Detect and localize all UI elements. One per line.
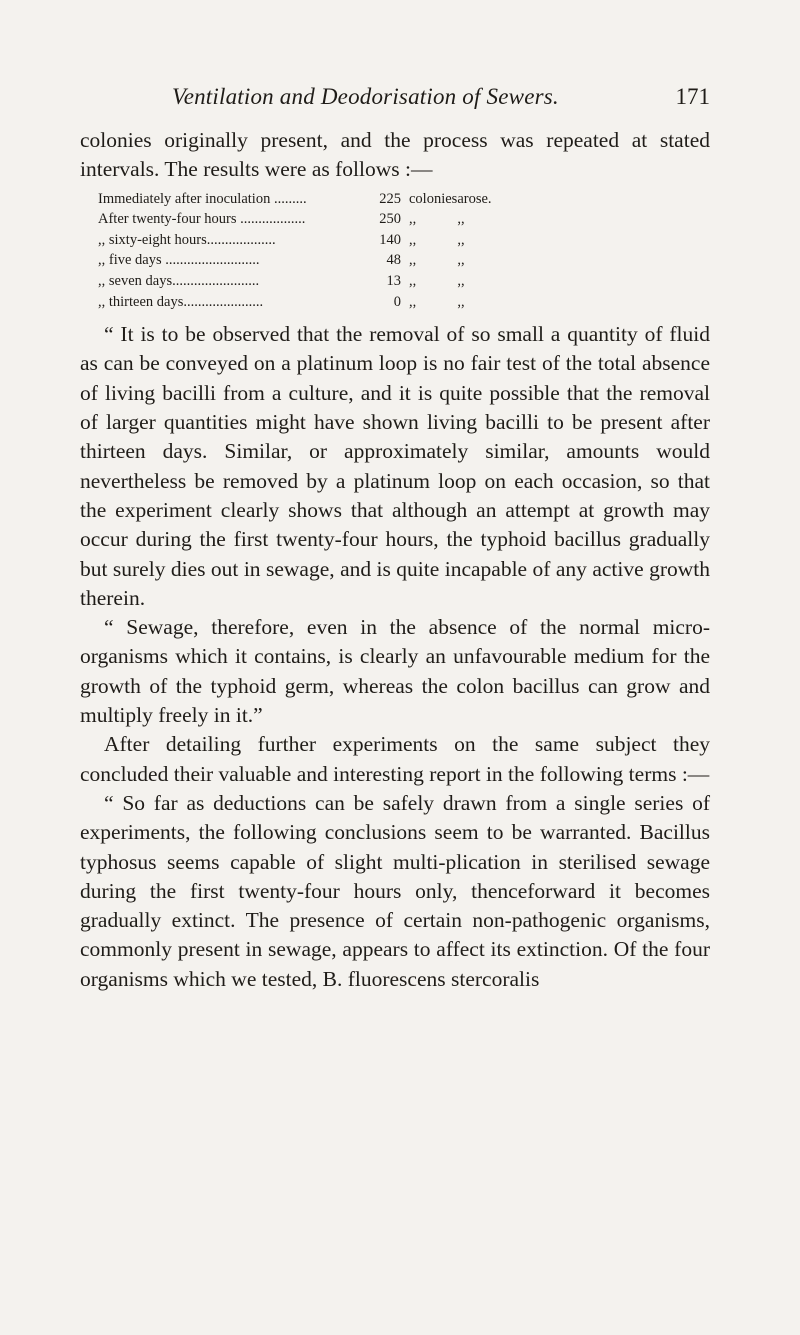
table-row xyxy=(98,271,492,292)
quote-paragraph-conclusions: “ So far as deductions can be safely drawn from a single series of experiments, the following conclusions seem to be warranted. Bacillus typhosus seems capable of slight multi-plication in sterilised sewage during the first twenty-four hours only, thenceforward it becomes gradually extinct. The presence of certain non-pathogenic organisms, commonly present in sewage, appears to affect its extinction. Of the four organisms which we tested, B. fluorescens stercoralis xyxy=(80,790,710,991)
row-unit: ,, xyxy=(409,252,417,269)
running-header xyxy=(80,84,710,116)
table-row xyxy=(98,250,492,271)
table-row xyxy=(98,230,492,251)
quote-paragraph-sewage-medium: “ Sewage, therefore, even in the absence of the normal micro-organisms which it contains, is clearly an unfavourable medium for the growth of the typhoid germ, whereas the colon bacillus can grow and multiply freely in it.” xyxy=(80,615,710,728)
intro-paragraph: colonies originally present, and the process was repeated at stated intervals. The results were as follows :— xyxy=(80,128,710,182)
page-number: 171 xyxy=(675,84,710,109)
row-value: 0 xyxy=(393,293,401,310)
row-unit: ,, xyxy=(409,293,417,310)
page-body xyxy=(80,126,710,994)
row-verb: ,, xyxy=(457,272,465,289)
row-label: Immediately after inoculation ......... xyxy=(98,190,307,207)
narrative-paragraph: After detailing further experiments on the same subject they concluded their valuable and interesting report in the following terms :— xyxy=(80,732,710,786)
row-value: 48 xyxy=(386,252,401,269)
row-verb: arose. xyxy=(457,190,492,207)
quote-paragraph-loop-test: “ It is to be observed that the removal of so small a quantity of fluid as can be conveyed on a platinum loop is no fair test of the total absence of living bacilli from a culture, and it is quite possible that the removal of larger quantities might have shown living bacilli to be present after thirteen days. Similar, or approximately similar, amounts would nevertheless be removed by a platinum loop on each occasion, so that the experiment clearly shows that although an attempt at growth may occur during the first twenty-four hours, the typhoid bacillus gradually but surely dies out in sewage, and is quite incapable of any active growth therein. xyxy=(80,322,710,610)
row-label: ,, thirteen days...................... xyxy=(98,293,264,310)
table-row xyxy=(98,292,492,313)
row-unit: colonies xyxy=(409,190,458,207)
row-unit: ,, xyxy=(409,272,417,289)
row-verb: ,, xyxy=(457,293,465,310)
row-verb: ,, xyxy=(457,231,465,248)
row-unit: ,, xyxy=(409,231,417,248)
row-value: 13 xyxy=(386,272,401,289)
row-value: 225 xyxy=(379,190,401,207)
row-value: 250 xyxy=(379,211,401,228)
row-unit: ,, xyxy=(409,211,417,228)
row-label: ,, seven days........................ xyxy=(98,272,260,289)
running-title: Ventilation and Deodorisation of Sewers. xyxy=(172,84,559,109)
row-label: ,, five days .......................... xyxy=(98,252,260,269)
table-row xyxy=(98,189,492,210)
table-row xyxy=(98,209,492,230)
row-value: 140 xyxy=(379,231,401,248)
row-verb: ,, xyxy=(457,211,465,228)
row-label: ,, sixty-eight hours................... xyxy=(98,231,276,248)
row-verb: ,, xyxy=(457,252,465,269)
results-table xyxy=(98,189,492,313)
row-label: After twenty-four hours .................. xyxy=(98,211,306,228)
